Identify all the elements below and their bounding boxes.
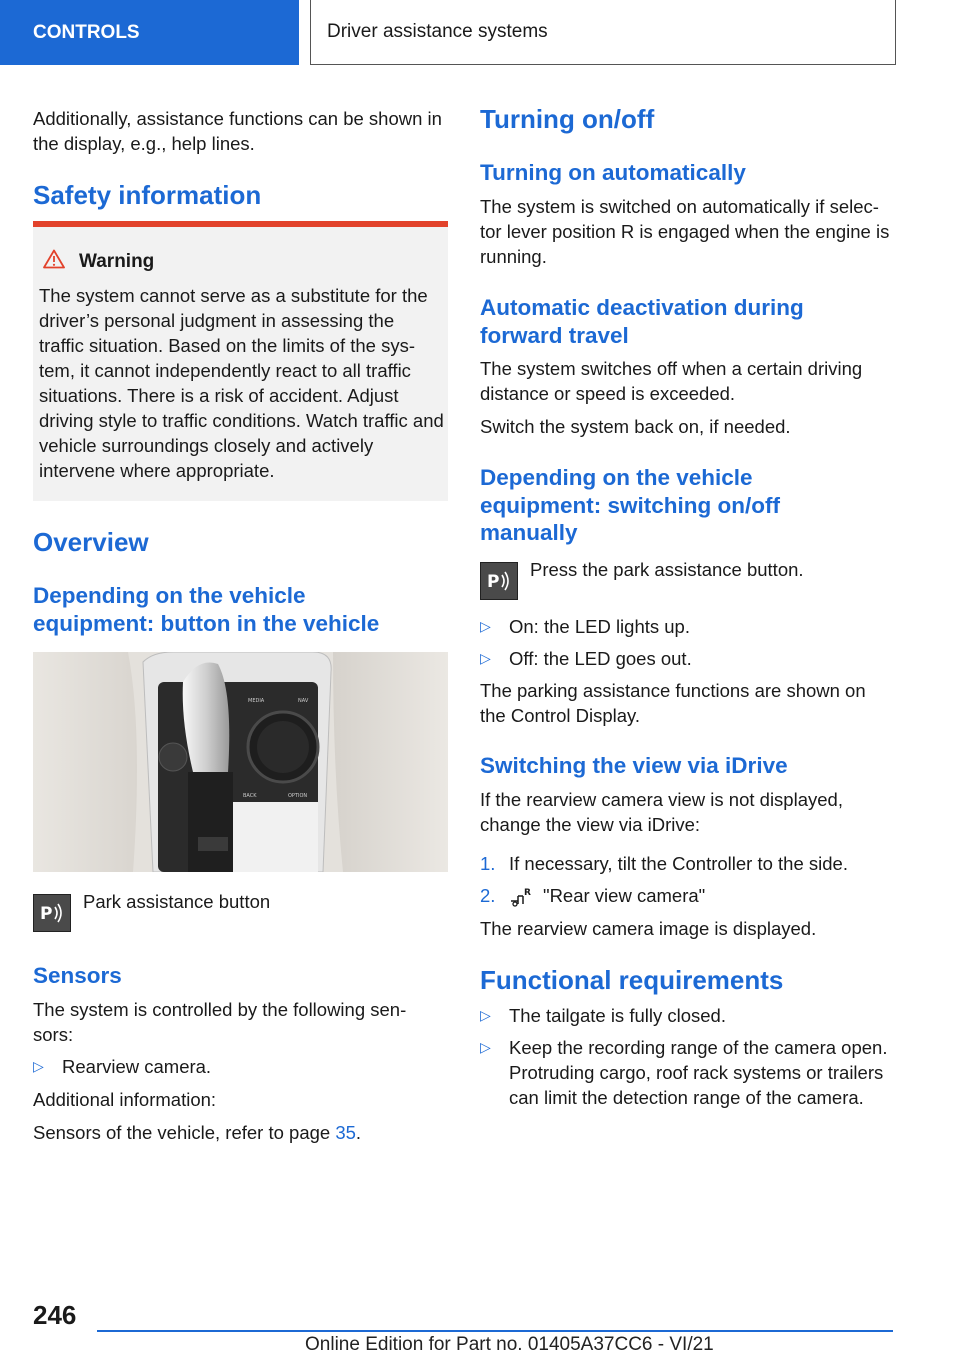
func-bullet-2: ▷ Keep the recording range of the camera open. Protruding cargo, roof rack systems or trailers can limit the detection range of the camera. [480,1037,888,1108]
idrive-heading: Switching the view via iDrive [480,753,788,778]
additional-info: Additional information: [33,1089,217,1110]
intro-text: Additionally, assistance functions can be shown in the display, e.g., help lines. [33,108,442,154]
button-heading: Depending on the vehicle equipment: button in the vehicle [33,583,380,636]
func-bullet-1: ▷ The tailgate is fully closed. [480,1005,726,1026]
park-assist-icon [33,894,71,932]
bullet-triangle-icon: ▷ [33,1058,44,1074]
off-bullet: ▷ Off: the LED goes out. [480,648,692,669]
console-image [33,652,448,872]
warning-header [43,249,154,275]
sensors-bullet: ▷ Rearview camera. [33,1056,212,1077]
overview-heading: Overview [33,527,149,557]
sensors-heading: Sensors [33,963,122,988]
functional-requirements-heading: Functional requirements [480,965,784,995]
svg-text:MEDIA: MEDIA [248,698,265,704]
bullet-triangle-icon: ▷ [480,618,491,634]
sensors-text: The system is controlled by the following sen-sors: [33,999,407,1045]
button-caption: Park assistance button [83,891,271,912]
warning-triangle-icon [43,249,65,275]
turning-heading: Turning on/off [480,104,655,134]
edition-text: Online Edition for Part no. 01405A37CC6 - VI/21 [305,1334,714,1355]
svg-text:BACK: BACK [243,793,257,799]
park-assist-icon [480,562,518,600]
svg-text:OPTION: OPTION [288,793,308,799]
auto-deactivation-heading: Automatic deactivation during forward travel [480,295,804,348]
press-text: Press the park assistance button. [530,559,804,580]
manual-heading: Depending on the vehicle equipment: switching on/off manually [480,465,780,545]
idrive-text: If the rearview camera view is not displayed, change the view via iDrive: [480,789,843,835]
step-number: 1. [480,853,496,874]
warning-text: The system cannot serve as a substitute for the driver’s personal judgment in assessing the traffic situation. Based on the limits of the sys-tem, it cannot independently react to all traffic situations. There is a risk of accident. Adjust driving style to traffic conditions. Watch traffic and vehicle surroundings closely and actively intervene where appropriate. [39,285,444,481]
auto-on-text: The system is switched on automatically if selec-tor lever position R is engaged when the engine is running. [480,196,890,267]
svg-text:P: P [487,572,500,592]
bullet-triangle-icon: ▷ [480,1007,491,1023]
page-link[interactable]: 35 [335,1122,356,1143]
on-bullet: ▷ On: the LED lights up. [480,616,690,637]
warning-box [33,221,448,501]
auto-deactivation-text: The system switches off when a certain driving distance or speed is exceeded. [480,358,863,404]
step-2: 2. R "Rear view camera" [480,885,706,906]
bullet-triangle-icon: ▷ [480,650,491,666]
camera-text: The rearview camera image is displayed. [480,918,817,939]
page-reference: Sensors of the vehicle, refer to page 35. [33,1122,362,1143]
chapter-title: Driver assistance systems [310,0,896,65]
parking-text: The parking assistance functions are shown on the Control Display. [480,680,866,726]
svg-text:P: P [40,904,53,924]
safety-heading: Safety information [33,180,262,210]
switch-back-text: Switch the system back on, if needed. [480,416,791,437]
step-number: 2. [480,885,496,906]
button-caption-row [33,891,271,932]
press-row [480,559,804,600]
rear-camera-icon [509,883,543,908]
footer-divider [97,1330,893,1332]
step-1: 1. If necessary, tilt the Controller to the side. [480,853,848,874]
warning-title: Warning [79,251,155,272]
page-number: 246 [33,1300,77,1330]
svg-text:NAV: NAV [298,698,309,704]
svg-text:R: R [524,887,531,898]
auto-on-heading: Turning on automatically [480,160,746,185]
section-tab: CONTROLS [0,0,299,65]
bullet-triangle-icon: ▷ [480,1039,491,1055]
